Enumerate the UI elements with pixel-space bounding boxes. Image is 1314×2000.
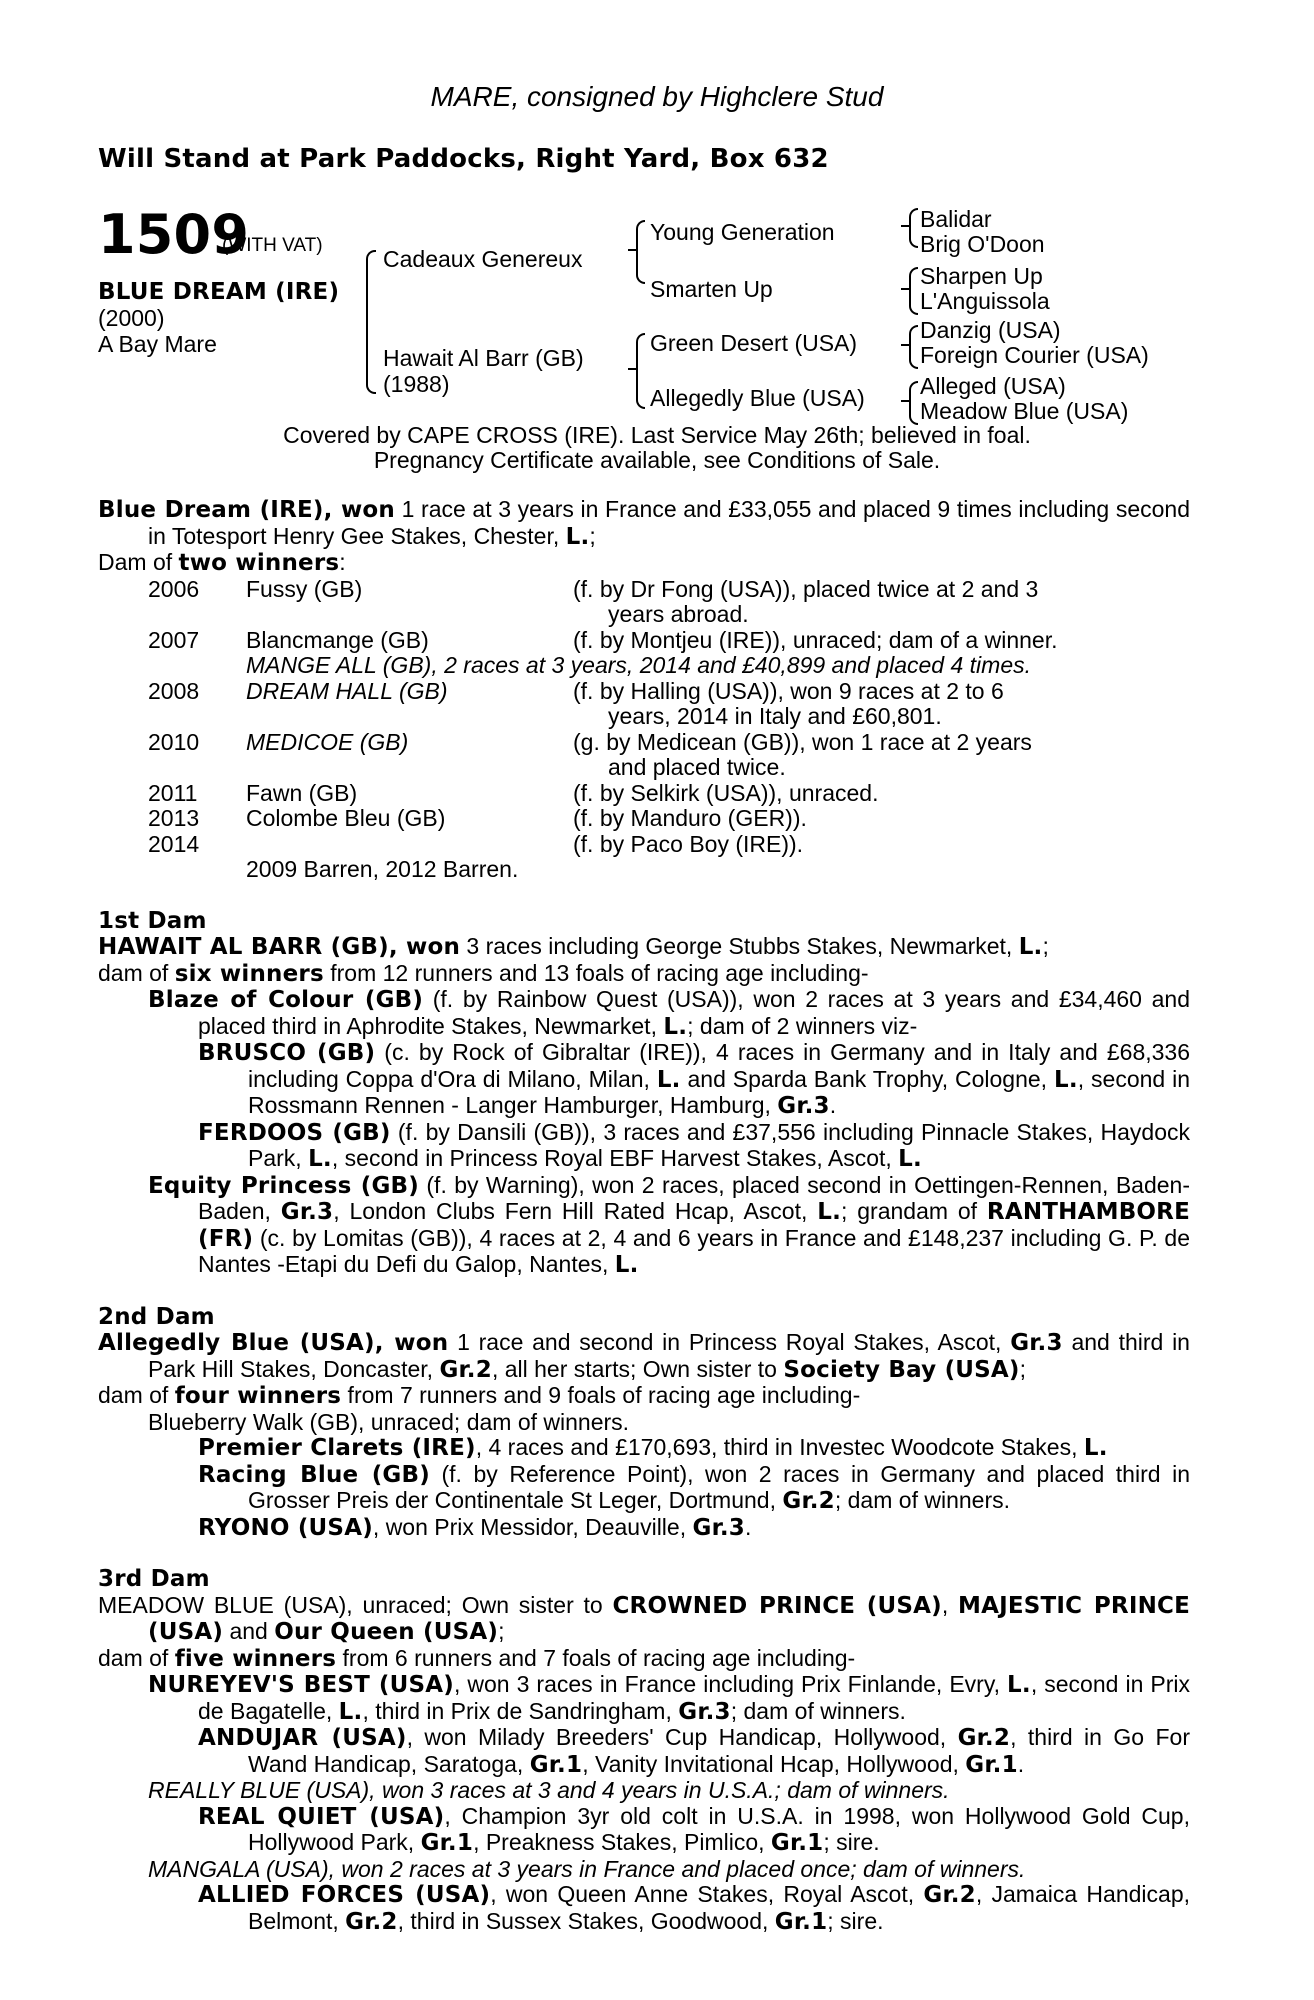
pedigree-sire-sire: Young Generation (650, 219, 835, 245)
lot-number: 1509 (98, 203, 250, 266)
pedigree-brace (636, 333, 645, 409)
pedigree-dam-year: (1988) (383, 371, 450, 397)
produce-record-2014: 2014 (f. by Paco Boy (IRE)). (148, 830, 804, 857)
pedigree-sdd: L'Anguissola (920, 288, 1050, 314)
horse-name: BLUE DREAM (IRE) (98, 279, 340, 305)
third-dam-produce: dam of five winners from 6 runners and 7 foals of racing age including- (98, 1644, 856, 1672)
third-dam-foal: NUREYEV'S BEST (USA), won 3 races in France including Prix Finlande, Evry, L., second in Prix de Bagatelle, L., third in Prix de Sandringham, Gr.3; dam of winners. (148, 1671, 1190, 1725)
pedigree-ddd: Meadow Blue (USA) (920, 398, 1129, 424)
pedigree-brace (901, 400, 909, 402)
pedigree-sire: Cadeaux Genereux (383, 246, 583, 272)
third-dam-grandfoal: ALLIED FORCES (USA), won Queen Anne Stakes, Royal Ascot, Gr.2, Jamaica Handicap, Belmont, Gr.2, third in Sussex Stakes, Goodwood, Gr.1; sire. (198, 1881, 1190, 1935)
consigned-by: MARE, consigned by Highclere Stud (430, 81, 884, 112)
pedigree-brace (366, 250, 376, 394)
first-dam-grandfoal: FERDOOS (GB) (f. by Dansili (GB)), 3 races and £37,556 including Pinnacle Stakes, Haydock Park, L., second in Princess Royal EBF Harvest Stakes, Ascot, L. (198, 1118, 1190, 1172)
produce-record-cont: and placed twice. (608, 754, 786, 780)
third-dam-heading: 3rd Dam (98, 1566, 210, 1592)
pedigree-brace (909, 325, 918, 369)
pedigree-sds: Sharpen Up (920, 263, 1043, 289)
first-dam-produce: dam of six winners from 12 runners and 13 foals of racing age including- (98, 959, 869, 987)
produce-record-2010: 2010 MEDICOE (GB) (g. by Medicean (GB)), won 1 race at 2 years (148, 728, 1032, 755)
second-dam-heading: 2nd Dam (98, 1303, 215, 1330)
dam-of-line: Dam of two winners: (98, 549, 346, 576)
horse-description: A Bay Mare (98, 331, 217, 357)
pedigree-brace (628, 249, 636, 251)
produce-intro: Blue Dream (IRE), won 1 race at 3 years in France and £33,055 and placed 9 times including second in Totesport Henry Gee Stakes, Chester, L.; (98, 496, 1191, 550)
second-dam-grandfoal: RYONO (USA), won Prix Messidor, Deauville, Gr.3. (198, 1513, 752, 1541)
pedigree-brace (636, 220, 645, 284)
second-dam-produce: dam of four winners from 7 runners and 9 foals of racing age including- (98, 1382, 861, 1409)
third-dam-grandfoal: REAL QUIET (USA), Champion 3yr old colt in U.S.A. in 1998, won Hollywood Gold Cup, Hollywood Park, Gr.1, Preakness Stakes, Pimlico, Gr.1; sire. (198, 1802, 1190, 1856)
third-dam-record: MEADOW BLUE (USA), unraced; Own sister to CROWNED PRINCE (USA), MAJESTIC PRINCE (USA) and Our Queen (USA); (98, 1591, 1191, 1645)
pedigree-brace (901, 225, 909, 227)
pedigree-dam-dam: Allegedly Blue (USA) (650, 385, 865, 411)
barren-years: 2009 Barren, 2012 Barren. (246, 856, 519, 882)
produce-record-2013: 2013 Colombe Bleu (GB) (f. by Manduro (GER)). (148, 805, 807, 831)
pedigree-text (98, 497, 1190, 1935)
first-dam-foal: Blaze of Colour (GB) (f. by Rainbow Quest (USA)), won 2 races at 3 years and £34,460 and placed third in Aphrodite Stakes, Newmarket, L.; dam of 2 winners viz- (148, 986, 1190, 1040)
pregnancy-note: Pregnancy Certificate available, see Conditions of Sale. (373, 447, 941, 473)
first-dam-heading: 1st Dam (98, 907, 207, 934)
first-dam-record: HAWAIT AL BARR (GB), won 3 races including George Stubbs Stakes, Newmarket, L.; (98, 933, 1049, 960)
first-dam-grandfoal: BRUSCO (GB) (c. by Rock of Gibraltar (IRE)), 4 races in Germany and in Italy and £68,336 including Coppa d'Ora di Milano, Milan, L. and Sparda Bank Trophy, Cologne, L., second in Rossmann Rennen - Langer Hamburger, Hamburg, Gr.3. (198, 1039, 1190, 1119)
pedigree-brace (901, 288, 909, 290)
pedigree-dss: Danzig (USA) (920, 317, 1061, 343)
covered-note: Covered by CAPE CROSS (IRE). Last Service May 26th; believed in foal. (283, 422, 1031, 448)
pedigree-brace (628, 368, 636, 370)
first-dam-foal: Equity Princess (GB) (f. by Warning), won 2 races, placed second in Oettingen-Rennen, Baden-Baden, Gr.3, London Clubs Fern Hill Rated Hcap, Ascot, L.; grandam of RANTHAMBORE (FR) (c. by Lomitas (GB)), 4 races at 2, 4 and 6 years in France and £148,237 including G. P. de Nantes -Etapi du Defi du Galop, Nantes, L. (148, 1171, 1190, 1278)
pedigree-sire-dam: Smarten Up (650, 276, 773, 302)
second-dam-grandfoal: Premier Clarets (IRE), 4 races and £170,693, third in Investec Woodcote Stakes, L. (198, 1434, 1108, 1461)
pedigree-brace (909, 208, 918, 248)
produce-record-2011: 2011 Fawn (GB) (f. by Selkirk (USA)), unraced. (148, 779, 879, 806)
third-dam-grandfoal: ANDUJAR (USA), won Milady Breeders' Cup Handicap, Hollywood, Gr.2, third in Go For Wand Handicap, Saratoga, Gr.1, Vanity Invitational Hcap, Hollywood, Gr.1. (198, 1724, 1190, 1778)
produce-record-cont: years, 2014 in Italy and £60,801. (608, 703, 942, 729)
produce-record-sub: MANGE ALL (GB), 2 races at 3 years, 2014 and £40,899 and placed 4 times. (246, 652, 1031, 678)
second-dam-grandfoal: Racing Blue (GB) (f. by Reference Point), won 2 races in Germany and placed third in Grosser Preis der Continentale St Leger, Dortmund, Gr.2; dam of winners. (198, 1460, 1190, 1514)
stand-location: Will Stand at Park Paddocks, Right Yard, Box 632 (98, 144, 829, 174)
pedigree-brace (909, 267, 918, 315)
pedigree-dam-sire: Green Desert (USA) (650, 330, 858, 356)
produce-record-cont: years abroad. (608, 601, 749, 627)
pedigree-brace (901, 344, 909, 346)
pedigree-sss: Balidar (920, 206, 992, 232)
produce-record-2008: 2008 DREAM HALL (GB) (f. by Halling (USA)), won 9 races at 2 to 6 (148, 677, 1004, 704)
third-dam-foal: MANGALA (USA), won 2 races at 3 years in France and placed once; dam of winners. (148, 1855, 1026, 1882)
produce-record-2007: 2007 Blancmange (GB) (f. by Montjeu (IRE)), unraced; dam of a winner. (148, 626, 1058, 653)
pedigree-dam: Hawait Al Barr (GB) (383, 345, 584, 371)
pedigree-brace (909, 381, 918, 425)
third-dam-foal: REALLY BLUE (USA), won 3 races at 3 and 4 years in U.S.A.; dam of winners. (148, 1777, 950, 1803)
vat-note: (WITH VAT) (222, 235, 323, 256)
produce-record-2006: 2006 Fussy (GB) (f. by Dr Fong (USA)), placed twice at 2 and 3 (148, 575, 1039, 602)
second-dam-foal: Blueberry Walk (GB), unraced; dam of winners. (148, 1408, 630, 1435)
second-dam-record: Allegedly Blue (USA), won 1 race and second in Princess Royal Stakes, Ascot, Gr.3 and third in Park Hill Stakes, Doncaster, Gr.2, all her starts; Own sister to Society Bay (USA); (98, 1329, 1190, 1383)
pedigree-ssd: Brig O'Doon (920, 231, 1045, 257)
pedigree-dsd: Foreign Courier (USA) (920, 342, 1149, 368)
horse-year: (2000) (98, 305, 165, 331)
pedigree-dds: Alleged (USA) (920, 373, 1066, 399)
